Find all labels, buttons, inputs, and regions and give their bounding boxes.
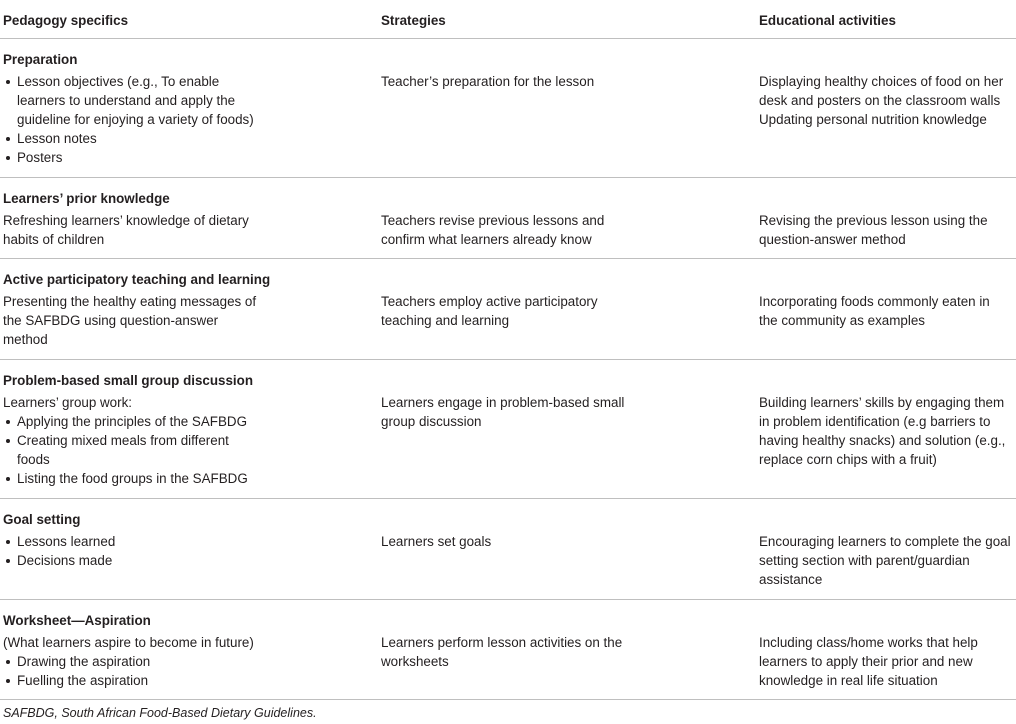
bullet-item: Applying the principles of the SAFBDG bbox=[3, 412, 263, 431]
text-line: Displaying healthy choices of food on her bbox=[759, 74, 1004, 89]
section-title: Learners’ prior knowledge bbox=[3, 191, 170, 206]
educational-activities-cell bbox=[759, 211, 1016, 249]
text-line: assistance bbox=[759, 572, 823, 587]
text-line: learners to understand and apply the bbox=[17, 93, 236, 108]
bullet-item: Listing the food groups in the SAFBDG bbox=[3, 469, 263, 488]
text-line: in problem identification (e.g barriers to bbox=[759, 414, 991, 429]
text-line: (What learners aspire to become in future) bbox=[3, 635, 254, 650]
text-line: Incorporating foods commonly eaten in bbox=[759, 294, 990, 309]
strategies-cell bbox=[381, 211, 641, 249]
header-educational-activities: Educational activities bbox=[759, 13, 896, 28]
section-title: Problem-based small group discussion bbox=[3, 373, 254, 388]
bullet-item: Lesson notes bbox=[3, 129, 263, 148]
bullet-item: Lesson objectives (e.g., To enable bbox=[3, 72, 263, 91]
educational-activities-cell bbox=[759, 532, 1016, 589]
text-line: knowledge in real life situation bbox=[759, 673, 938, 688]
pedagogy-specifics-cell bbox=[3, 633, 263, 690]
text-line: guideline for enjoying a variety of foods) bbox=[17, 112, 254, 127]
text-line: Revising the previous lesson using the bbox=[759, 213, 988, 228]
educational-activities-cell bbox=[759, 72, 1016, 129]
section-title: Worksheet—Aspiration bbox=[3, 613, 151, 628]
text-line: Teachers revise previous lessons and bbox=[381, 213, 605, 228]
strategies-cell bbox=[381, 532, 641, 551]
header-strategies: Strategies bbox=[381, 13, 446, 28]
text-line: teaching and learning bbox=[381, 313, 510, 328]
pedagogy-specifics-cell bbox=[3, 532, 263, 570]
text-line: confirm what learners already know bbox=[381, 232, 592, 247]
bullet-item: Creating mixed meals from different bbox=[3, 431, 263, 450]
table-section bbox=[0, 178, 1016, 259]
text-line: Learners set goals bbox=[381, 534, 492, 549]
table-section bbox=[0, 600, 1016, 700]
pedagogy-specifics-cell bbox=[3, 292, 263, 349]
section-title: Active participatory teaching and learning bbox=[3, 272, 271, 287]
text-line: the community as examples bbox=[759, 313, 925, 328]
text-line: Teacher’s preparation for the lesson bbox=[381, 74, 595, 89]
text-line: having healthy snacks) and solution (e.g., bbox=[759, 433, 1006, 448]
text-line: Building learners’ skills by engaging them bbox=[759, 395, 1005, 410]
table-body bbox=[0, 39, 1016, 700]
text-line: desk and posters on the classroom walls bbox=[759, 93, 1001, 108]
text-line: Updating personal nutrition knowledge bbox=[759, 112, 987, 127]
strategies-cell bbox=[381, 72, 641, 91]
table-section bbox=[0, 360, 1016, 499]
table-header bbox=[0, 0, 1016, 39]
text-line: habits of children bbox=[3, 232, 105, 247]
table-section bbox=[0, 39, 1016, 178]
bullet-item: Decisions made bbox=[3, 551, 263, 570]
educational-activities-cell bbox=[759, 292, 1016, 330]
educational-activities-cell bbox=[759, 393, 1016, 469]
text-line: Including class/home works that help bbox=[759, 635, 978, 650]
bullet-item: Lessons learned bbox=[3, 532, 263, 551]
text-line: group discussion bbox=[381, 414, 482, 429]
educational-activities-cell bbox=[759, 633, 1016, 690]
text-line: method bbox=[3, 332, 48, 347]
section-title: Goal setting bbox=[3, 512, 81, 527]
pedagogy-specifics-cell bbox=[3, 211, 263, 249]
pedagogy-specifics-cell bbox=[3, 72, 263, 167]
text-line: replace corn chips with a fruit) bbox=[759, 452, 937, 467]
bullet-item: Posters bbox=[3, 148, 263, 167]
bullet-item: Drawing the aspiration bbox=[3, 652, 263, 671]
text-line: Encouraging learners to complete the goal bbox=[759, 534, 1011, 549]
text-line: question-answer method bbox=[759, 232, 906, 247]
text-line: foods bbox=[17, 452, 50, 467]
text-line: Learners’ group work: bbox=[3, 395, 133, 410]
text-line: the SAFBDG using question-answer bbox=[3, 313, 219, 328]
table-section bbox=[0, 259, 1016, 360]
text-line: learners to apply their prior and new bbox=[759, 654, 973, 669]
section-title: Preparation bbox=[3, 52, 78, 67]
text-line: worksheets bbox=[381, 654, 449, 669]
header-pedagogy-specifics: Pedagogy specifics bbox=[3, 13, 129, 28]
text-line: Learners perform lesson activities on the bbox=[381, 635, 623, 650]
text-line: Learners engage in problem-based small bbox=[381, 395, 625, 410]
text-line: Refreshing learners’ knowledge of dietary bbox=[3, 213, 249, 228]
text-line: Teachers employ active participatory bbox=[381, 294, 598, 309]
table-section bbox=[0, 499, 1016, 600]
strategies-cell bbox=[381, 292, 641, 330]
text-line: Presenting the healthy eating messages of bbox=[3, 294, 257, 309]
pedagogy-specifics-cell bbox=[3, 393, 263, 488]
table-footnote: SAFBDG, South African Food-Based Dietary Guidelines. bbox=[3, 706, 317, 720]
strategies-cell bbox=[381, 633, 641, 671]
text-line: setting section with parent/guardian bbox=[759, 553, 970, 568]
bullet-item: Fuelling the aspiration bbox=[3, 671, 263, 690]
strategies-cell bbox=[381, 393, 641, 431]
